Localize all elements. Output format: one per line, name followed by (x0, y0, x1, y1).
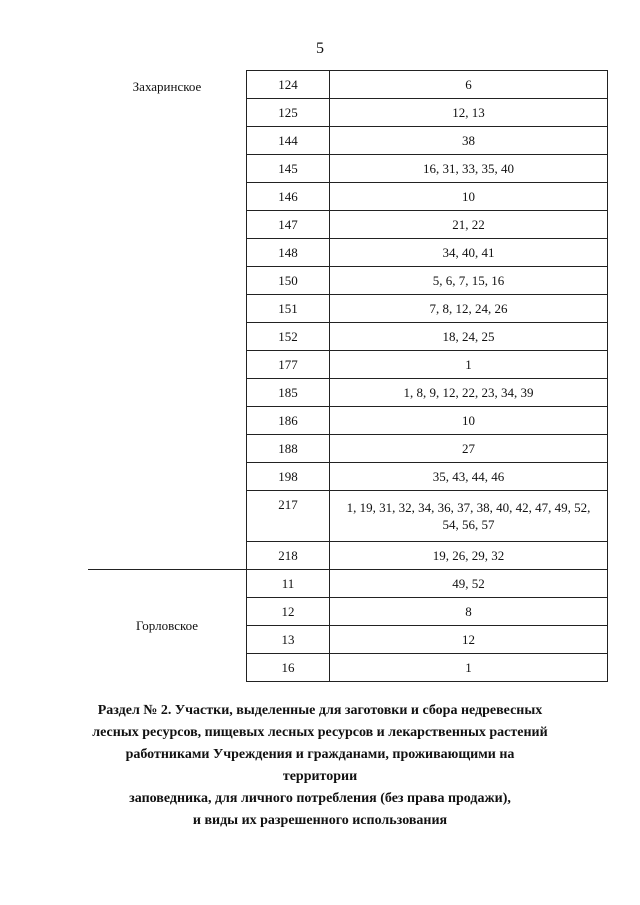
section-heading-line: и виды их разрешенного использования (192, 813, 448, 828)
kvartal-cell: 13 (247, 626, 330, 654)
section-heading-line: Раздел № 2. Участки, выделенные для заготовки и сбора недревесных (97, 703, 543, 718)
kvartal-cell: 188 (247, 435, 330, 463)
vydely-cell: 10 (330, 407, 608, 435)
section-heading-line: лесных ресурсов, пищевых лесных ресурсов и лекарственных растений (92, 725, 548, 740)
region-cell-zakharinskoe: Захаринское (88, 71, 247, 570)
vydely-cell: 34, 40, 41 (330, 239, 608, 267)
kvartal-cell: 16 (247, 654, 330, 682)
kvartal-cell: 11 (247, 570, 330, 598)
vydely-cell: 5, 6, 7, 15, 16 (330, 267, 608, 295)
forest-plots-table (88, 70, 608, 682)
kvartal-cell: 218 (247, 542, 330, 570)
vydely-cell: 10 (330, 183, 608, 211)
vydely-cell: 8 (330, 598, 608, 626)
vydely-cell: 12, 13 (330, 99, 608, 127)
vydely-cell: 18, 24, 25 (330, 323, 608, 351)
kvartal-cell: 124 (247, 71, 330, 99)
vydely-cell: 1 (330, 351, 608, 379)
section-heading (92, 700, 548, 832)
table-row (88, 71, 608, 99)
kvartal-cell: 145 (247, 155, 330, 183)
kvartal-cell: 12 (247, 598, 330, 626)
vydely-cell: 6 (330, 71, 608, 99)
page-number: 5 (316, 40, 324, 57)
kvartal-cell: 151 (247, 295, 330, 323)
vydely-cell: 19, 26, 29, 32 (330, 542, 608, 570)
kvartal-cell: 147 (247, 211, 330, 239)
kvartal-cell: 177 (247, 351, 330, 379)
vydely-cell: 27 (330, 435, 608, 463)
kvartal-cell: 217 (247, 491, 330, 542)
kvartal-cell: 125 (247, 99, 330, 127)
kvartal-cell: 152 (247, 323, 330, 351)
table-row (88, 570, 608, 598)
vydely-cell: 7, 8, 12, 24, 26 (330, 295, 608, 323)
kvartal-cell: 186 (247, 407, 330, 435)
vydely-cell: 12 (330, 626, 608, 654)
vydely-cell: 1 (330, 654, 608, 682)
vydely-cell: 38 (330, 127, 608, 155)
kvartal-cell: 150 (247, 267, 330, 295)
vydely-cell: 21, 22 (330, 211, 608, 239)
vydely-cell: 1, 19, 31, 32, 34, 36, 37, 38, 40, 42, 47, 49, 52, 54, 56, 57 (330, 491, 608, 542)
vydely-cell: 16, 31, 33, 35, 40 (330, 155, 608, 183)
vydely-cell: 49, 52 (330, 570, 608, 598)
kvartal-cell: 146 (247, 183, 330, 211)
kvartal-cell: 148 (247, 239, 330, 267)
kvartal-cell: 144 (247, 127, 330, 155)
section-heading-line: работниками Учреждения и гражданами, проживающими на территории (125, 747, 515, 784)
vydely-cell: 35, 43, 44, 46 (330, 463, 608, 491)
region-cell-gorlovskoe: Горловское (88, 570, 247, 682)
vydely-cell: 1, 8, 9, 12, 22, 23, 34, 39 (330, 379, 608, 407)
kvartal-cell: 198 (247, 463, 330, 491)
section-heading-line: заповедника, для личного потребления (без права продажи), (129, 791, 511, 806)
kvartal-cell: 185 (247, 379, 330, 407)
